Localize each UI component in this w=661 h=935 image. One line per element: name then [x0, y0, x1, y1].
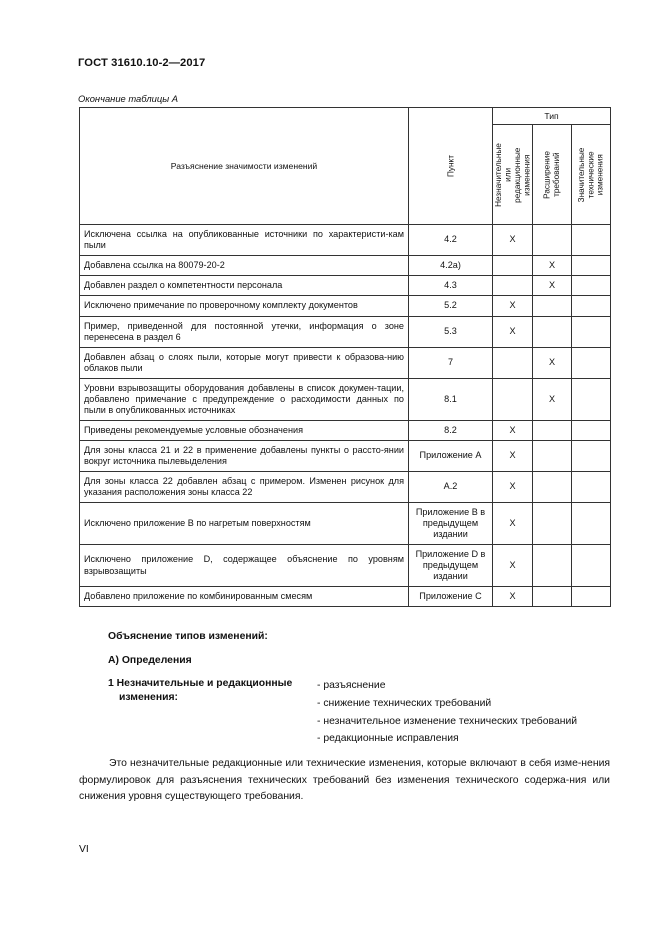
cell-clause: 8.2 [409, 421, 493, 441]
cell-description: Исключено примечание по проверочному комплекту документов [80, 296, 409, 317]
definition-item-label [108, 677, 313, 705]
definition-bullets [317, 677, 577, 748]
cell-type-major [572, 421, 611, 441]
cell-type-major [572, 256, 611, 276]
bullet-item: - снижение технических требований [317, 697, 492, 709]
cell-clause: 7 [409, 348, 493, 379]
cell-clause: 5.3 [409, 317, 493, 348]
cell-type-major [572, 225, 611, 256]
cell-type-major [572, 587, 611, 607]
cell-type-minor [493, 348, 533, 379]
definitions-subtitle: А) Определения [108, 655, 192, 666]
table-row [80, 379, 611, 421]
header-type: Тип [493, 108, 611, 125]
cell-type-extension: X [533, 379, 572, 421]
table-row [80, 348, 611, 379]
header-row-1 [80, 108, 611, 125]
cell-clause: 4.2 [409, 225, 493, 256]
explanation-title: Объяснение типов изменений: [108, 631, 268, 642]
definition-item-label-line2: изменения: [119, 692, 179, 704]
cell-description: Добавлено приложение по комбинированным смесям [80, 587, 409, 607]
cell-type-minor: X [493, 296, 533, 317]
cell-type-major [572, 379, 611, 421]
cell-type-minor: X [493, 317, 533, 348]
cell-type-minor [493, 276, 533, 296]
changes-table [79, 107, 611, 607]
header-type-major-label: Значительные технические изменения [576, 147, 605, 202]
header-type-minor [493, 125, 533, 225]
cell-type-major [572, 296, 611, 317]
cell-type-minor [493, 256, 533, 276]
table-row [80, 317, 611, 348]
table-row [80, 503, 611, 545]
cell-description: Добавлен абзац о слоях пыли, которые могут привести к образова-нию облаков пыли [80, 348, 409, 379]
cell-type-minor: X [493, 545, 533, 587]
cell-type-extension: X [533, 276, 572, 296]
cell-clause: Приложение В в предыдущем издании [409, 503, 493, 545]
table-row [80, 545, 611, 587]
cell-type-minor: X [493, 472, 533, 503]
table-row [80, 296, 611, 317]
page-number: VI [79, 844, 89, 855]
cell-type-major [572, 276, 611, 296]
cell-clause: 5.2 [409, 296, 493, 317]
cell-type-major [572, 503, 611, 545]
cell-type-extension: X [533, 256, 572, 276]
table-row [80, 421, 611, 441]
table-row [80, 587, 611, 607]
standard-id: ГОСТ 31610.10-2—2017 [78, 57, 206, 69]
header-clause [409, 108, 493, 225]
cell-type-minor: X [493, 225, 533, 256]
cell-clause: Приложение D в предыдущем издании [409, 545, 493, 587]
cell-clause: Приложение А [409, 441, 493, 472]
cell-clause: 8.1 [409, 379, 493, 421]
bullet-item: - незначительное изменение технических требований [317, 715, 578, 727]
cell-type-extension [533, 317, 572, 348]
cell-type-minor [493, 379, 533, 421]
cell-type-extension [533, 296, 572, 317]
cell-description: Для зоны класса 21 и 22 в применение добавлены пункты о рассто-янии вокруг источника пылевыделения [80, 441, 409, 472]
cell-description: Для зоны класса 22 добавлен абзац с примером. Изменен рисунок для указания расположения зоны класса 22 [80, 472, 409, 503]
header-type-major [572, 125, 611, 225]
cell-description: Добавлена ссылка на 80079-20-2 [80, 256, 409, 276]
definition-item-label-line1: 1 Незначительные и редакционные [108, 678, 293, 689]
cell-type-major [572, 472, 611, 503]
bullet-item: - редакционные исправления [317, 733, 459, 745]
cell-type-extension [533, 421, 572, 441]
table-row [80, 441, 611, 472]
cell-description: Добавлен раздел о компетентности персонала [80, 276, 409, 296]
header-type-extension [533, 125, 572, 225]
cell-type-major [572, 545, 611, 587]
table-body [80, 225, 611, 607]
table-row [80, 276, 611, 296]
bullet-item: - разъяснение [317, 680, 386, 691]
header-description: Разъяснение значимости изменений [80, 108, 409, 225]
cell-type-minor: X [493, 503, 533, 545]
explanation-paragraph: Это незначительные редакционные или технические изменения, которые включают в себя изме-нения формулировок для разъяснения технических требований без изменения технического содержа-ния или снижения уровня существующего требования. [79, 758, 610, 803]
cell-type-extension [533, 441, 572, 472]
header-clause-label: Пункт [445, 155, 455, 177]
cell-clause: 4.3 [409, 276, 493, 296]
cell-type-major [572, 317, 611, 348]
cell-type-major [572, 348, 611, 379]
cell-clause: Приложение С [409, 587, 493, 607]
cell-type-extension: X [533, 348, 572, 379]
table-row [80, 256, 611, 276]
table-row [80, 472, 611, 503]
cell-type-minor: X [493, 587, 533, 607]
cell-type-extension [533, 225, 572, 256]
cell-description: Исключено приложение D, содержащее объяснение по уровням взрывозащиты [80, 545, 409, 587]
header-type-minor-label: Незначительные или редакционные изменения [493, 142, 531, 207]
cell-clause: А.2 [409, 472, 493, 503]
table-caption: Окончание таблицы А [78, 93, 178, 104]
cell-type-extension [533, 472, 572, 503]
cell-clause: 4.2а) [409, 256, 493, 276]
cell-type-extension [533, 545, 572, 587]
cell-description: Исключена ссылка на опубликованные источники по характеристи-кам пыли [80, 225, 409, 256]
cell-type-minor: X [493, 441, 533, 472]
cell-type-extension [533, 587, 572, 607]
cell-description: Исключено приложение В по нагретым поверхностям [80, 503, 409, 545]
table-row [80, 225, 611, 256]
cell-type-extension [533, 503, 572, 545]
cell-description: Пример, приведенной для постоянной утечки, информация о зоне перенесена в раздел 6 [80, 317, 409, 348]
header-type-extension-label: Расширение требований [542, 150, 561, 199]
cell-type-minor: X [493, 421, 533, 441]
cell-type-major [572, 441, 611, 472]
cell-description: Уровни взрывозащиты оборудования добавлены в список докумен-тации, добавлено примечание с предупреждение о расходимости данных по пыли в опубликованных источниках [80, 379, 409, 421]
cell-description: Приведены рекомендуемые условные обозначения [80, 421, 409, 441]
